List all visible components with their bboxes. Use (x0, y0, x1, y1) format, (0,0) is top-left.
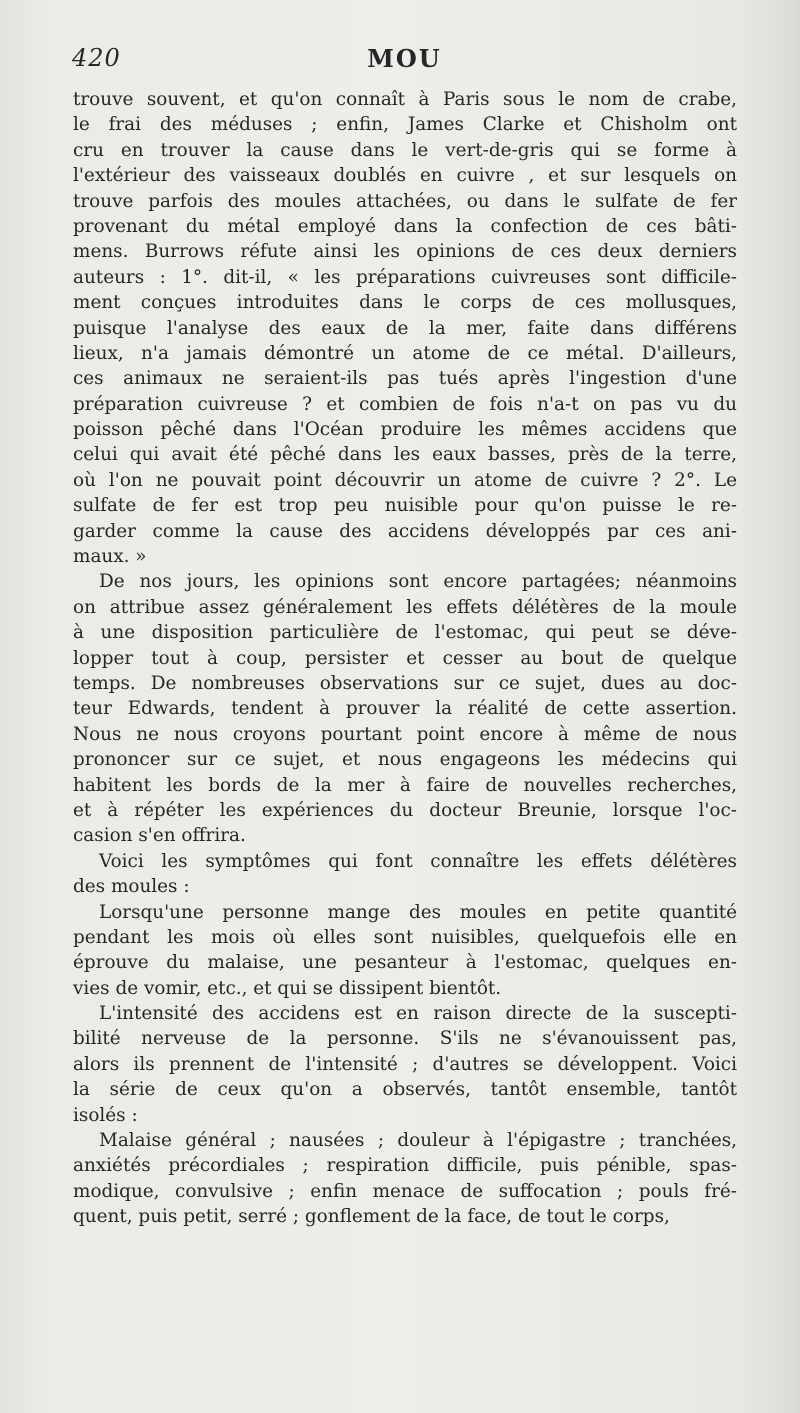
text-line: à une disposition particulière de l'estomac, qui peut se déve- (73, 622, 737, 644)
paragraph (73, 87, 737, 569)
paragraph (73, 569, 737, 848)
text-line: anxiétés précordiales ; respiration difficile, puis pénible, spas- (73, 1155, 737, 1177)
text-line: trouve souvent, et qu'on connaît à Paris sous le nom de crabe, (73, 89, 737, 110)
text-line: l'extérieur des vaisseaux doublés en cuivre , et sur lesquels on (73, 165, 737, 187)
running-head: MOU (367, 44, 442, 73)
text-line: De nos jours, les opinions sont encore partagées; néanmoins (99, 571, 737, 593)
text-line: provenant du métal employé dans la confection de ces bâti- (73, 215, 737, 237)
text-line: bilité nerveuse de la personne. S'ils ne s'évanouissent pas, (73, 1028, 737, 1050)
text-line: teur Edwards, tendent à prouver la réalité de cette assertion. (73, 698, 737, 720)
text-line: la série de ceux qu'on a observés, tantôt ensemble, tantôt (73, 1079, 737, 1101)
paragraph (73, 1128, 737, 1230)
page-number: 420 (72, 44, 121, 72)
text-line: prononcer sur ce sujet, et nous engageons les médecins qui (73, 749, 737, 771)
text-line: Voici les symptômes qui font connaître les effets délétères (99, 850, 737, 872)
page-header (72, 44, 737, 86)
text-line: éprouve du malaise, une pesanteur à l'estomac, quelques en- (73, 952, 737, 974)
text-line: temps. De nombreuses observations sur ce sujet, dues au doc- (73, 672, 737, 694)
text-line: des moules : (73, 876, 190, 898)
text-line: habitent les bords de la mer à faire de nouvelles recherches, (73, 774, 737, 796)
text-line: on attribue assez généralement les effets délétères de la moule (73, 596, 737, 618)
text-line: Malaise général ; nausées ; douleur à l'épigastre ; tranchées, (99, 1130, 737, 1152)
text-line: Nous ne nous croyons pourtant point encore à même de nous (73, 723, 737, 745)
text-line: où l'on ne pouvait point découvrir un atome de cuivre ? 2°. Le (73, 469, 737, 491)
text-line: sulfate de fer est trop peu nuisible pour qu'on puisse le re- (73, 495, 737, 517)
text-line: quent, puis petit, serré ; gonflement de la face, de tout le corps, (73, 1206, 670, 1228)
text-line: celui qui avait été pêché dans les eaux basses, près de la terre, (73, 444, 737, 466)
body-text (73, 87, 737, 1230)
paragraph (73, 1001, 737, 1128)
text-line: ment conçues introduites dans le corps de ces mollusques, (73, 292, 737, 314)
text-line: préparation cuivreuse ? et combien de fois n'a-t on pas vu du (73, 393, 737, 415)
text-line: lopper tout à coup, persister et cesser au bout de quelque (73, 647, 737, 669)
text-line: isolés : (73, 1104, 138, 1126)
text-line: modique, convulsive ; enfin menace de suffocation ; pouls fré- (73, 1180, 737, 1202)
text-line: vies de vomir, etc., et qui se dissipent bientôt. (73, 977, 502, 999)
text-line: auteurs : 1°. dit-il, « les préparations cuivreuses sont difficile- (73, 266, 737, 288)
text-line: ces animaux ne seraient-ils pas tués après l'ingestion d'une (73, 368, 737, 390)
text-line: casion s'en offrira. (73, 825, 246, 847)
text-line: cru en trouver la cause dans le vert-de-gris qui se forme à (73, 139, 737, 161)
text-line: le frai des méduses ; enfin, James Clarke et Chisholm ont (73, 114, 737, 136)
text-line: Lorsqu'une personne mange des moules en petite quantité (99, 901, 737, 923)
text-line: lieux, n'a jamais démontré un atome de ce métal. D'ailleurs, (73, 342, 737, 364)
text-line: alors ils prennent de l'intensité ; d'autres se développent. Voici (73, 1053, 737, 1075)
text-line: mens. Burrows réfute ainsi les opinions de ces deux derniers (73, 241, 737, 263)
text-line: puisque l'analyse des eaux de la mer, faite dans différens (73, 317, 737, 339)
text-line: L'intensité des accidens est en raison directe de la suscepti- (99, 1003, 737, 1025)
paragraph (73, 849, 737, 900)
paragraph (73, 900, 737, 1002)
text-line: pendant les mois où elles sont nuisibles, quelquefois elle en (73, 926, 737, 948)
text-line: garder comme la cause des accidens développés par ces ani- (73, 520, 737, 542)
text-line: et à répéter les expériences du docteur Breunie, lorsque l'oc- (73, 799, 737, 821)
text-line: trouve parfois des moules attachées, ou dans le sulfate de fer (73, 190, 737, 212)
text-line: poisson pêché dans l'Océan produire les mêmes accidens que (73, 419, 737, 441)
text-line: maux. » (73, 546, 147, 568)
